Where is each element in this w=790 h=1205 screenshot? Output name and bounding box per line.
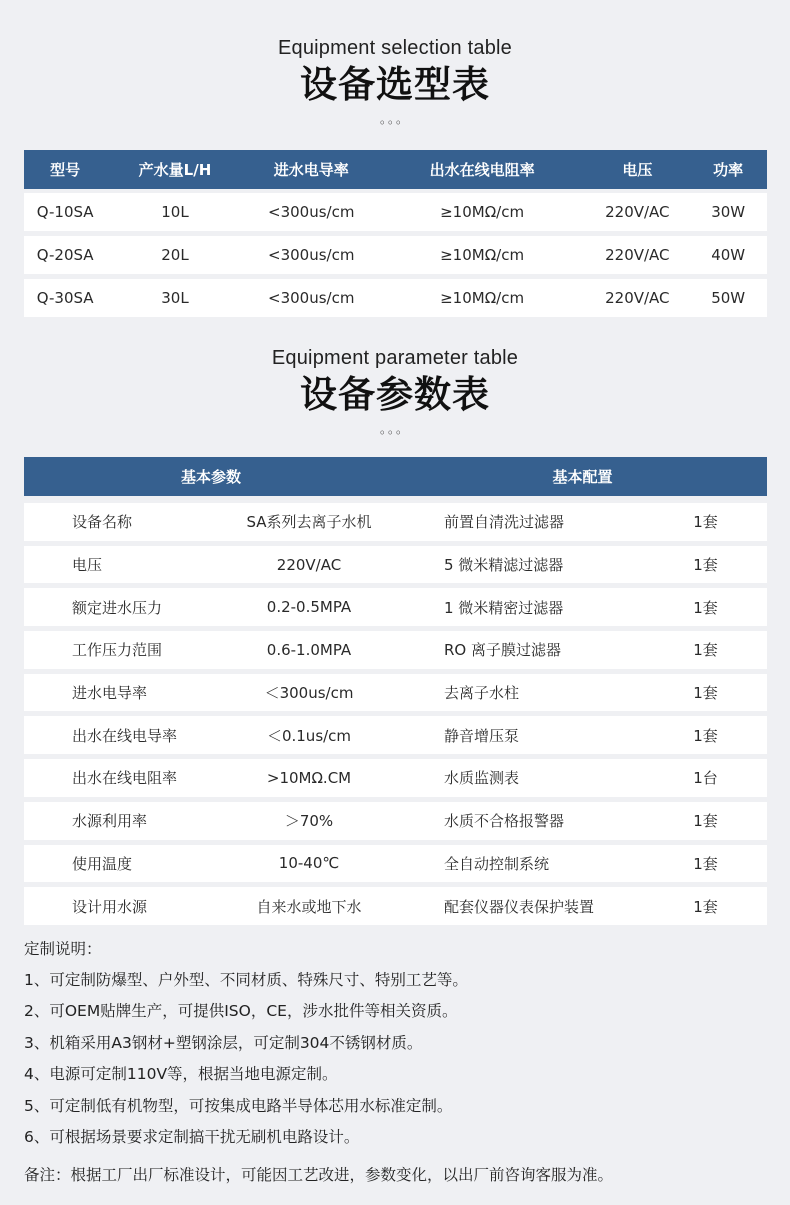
parameter-heading xyxy=(0,346,790,436)
selection-dots: 。。。 xyxy=(379,112,410,126)
selection-title-en: Equipment selection table xyxy=(277,37,513,59)
table-cell: 10-40℃ xyxy=(278,854,340,873)
table-cell: 1套 xyxy=(693,684,718,703)
note-item: 1、可定制防爆型、户外型、不同材质、特殊尺寸、特别工艺等。 xyxy=(24,971,468,989)
table-cell: 10L xyxy=(161,203,189,221)
table-cell: 30W xyxy=(711,203,746,221)
table-cell: 1套 xyxy=(693,556,718,575)
table-cell: ≥10MΩ/cm xyxy=(440,203,525,221)
table-cell: 设备名称 xyxy=(72,513,133,532)
table-cell: ≥10MΩ/cm xyxy=(440,246,525,264)
table-cell: 工作压力范围 xyxy=(72,641,163,660)
table-row xyxy=(24,674,767,712)
selection-table xyxy=(24,150,767,317)
note-item: 5、可定制低有机物型，可按集成电路半导体芯用水标准定制。 xyxy=(24,1096,453,1115)
table-cell: 使用温度 xyxy=(72,854,133,873)
table-row xyxy=(24,759,767,797)
col-header-basic-config: 基本配置 xyxy=(552,468,613,486)
table-cell: 1套 xyxy=(693,726,718,745)
parameter-table-header xyxy=(24,457,767,496)
note-item: 2、可OEM贴牌生产，可提供ISO，CE，涉水批件等相关资质。 xyxy=(24,1002,458,1021)
table-cell: RO 离子膜过滤器 xyxy=(444,641,561,660)
table-cell: 220V/AC xyxy=(605,289,670,307)
table-cell: 水质监测表 xyxy=(444,769,520,788)
table-cell: <300us/cm xyxy=(268,246,355,264)
table-cell: 220V/AC xyxy=(605,203,670,221)
table-cell: 1套 xyxy=(693,897,718,916)
table-cell: 进水电导率 xyxy=(72,684,148,703)
selection-heading xyxy=(0,36,790,126)
table-cell: 电压 xyxy=(72,556,103,575)
table-cell: 1套 xyxy=(693,854,718,873)
table-row xyxy=(24,802,767,840)
table-cell: ＞70% xyxy=(284,812,334,831)
table-cell: 设计用水源 xyxy=(72,897,148,916)
table-row xyxy=(24,887,767,925)
table-cell: <300us/cm xyxy=(268,203,355,221)
table-cell: 1套 xyxy=(693,641,718,660)
table-cell: 去离子水柱 xyxy=(444,684,520,703)
table-cell: 配套仪器仪表保护装置 xyxy=(444,897,595,916)
table-cell: 220V/AC xyxy=(276,555,342,574)
table-cell: 1套 xyxy=(693,812,718,831)
table-cell: Q-20SA xyxy=(36,246,94,264)
customization-notes xyxy=(24,938,774,1157)
table-cell: 出水在线电阻率 xyxy=(72,769,178,788)
selection-title-zh: 设备选型表 xyxy=(300,63,490,106)
notes-title: 定制说明： xyxy=(24,940,102,958)
table-cell: ≥10MΩ/cm xyxy=(440,289,525,307)
table-cell: ＜300us/cm xyxy=(264,684,354,703)
table-cell: 220V/AC xyxy=(605,246,670,264)
table-cell: SA系列去离子水机 xyxy=(246,513,372,532)
table-cell: 额定进水压力 xyxy=(72,598,163,617)
table-cell: 20L xyxy=(161,246,189,264)
table-cell: 前置自清洗过滤器 xyxy=(444,513,565,532)
table-cell: 水源利用率 xyxy=(72,812,148,831)
table-cell: 30L xyxy=(161,289,189,307)
col-header-voltage: 电压 xyxy=(622,161,653,179)
parameter-table xyxy=(24,457,767,925)
table-row xyxy=(24,716,767,754)
col-header-model: 型号 xyxy=(50,161,81,179)
col-header-inlet-conductivity: 进水电导率 xyxy=(273,161,349,179)
col-header-power: 功率 xyxy=(713,161,744,179)
parameter-dots: 。。。 xyxy=(379,422,410,436)
table-row xyxy=(24,588,767,626)
table-cell: 0.6-1.0MPA xyxy=(266,640,352,659)
table-cell: <300us/cm xyxy=(268,289,355,307)
table-row xyxy=(24,236,767,274)
table-cell: Q-10SA xyxy=(36,203,94,221)
table-cell: 水质不合格报警器 xyxy=(444,812,565,831)
parameter-title-en: Equipment parameter table xyxy=(271,347,519,369)
table-cell: Q-30SA xyxy=(36,289,94,307)
table-cell: 1套 xyxy=(693,598,718,617)
table-cell: 1套 xyxy=(693,513,718,532)
table-row xyxy=(24,546,767,584)
col-header-outlet-resistivity: 出水在线电阻率 xyxy=(429,161,535,179)
table-row xyxy=(24,279,767,317)
selection-table-header xyxy=(24,150,767,189)
table-cell: 50W xyxy=(711,289,746,307)
col-header-output: 产水量L/H xyxy=(138,161,212,179)
table-row xyxy=(24,503,767,541)
remark: 备注：根据工厂出厂标准设计，可能因工艺改进，参数变化，以出厂前咨询客服为准。 xyxy=(24,1166,614,1184)
table-cell: 5 微米精滤过滤器 xyxy=(444,556,564,575)
note-item: 4、电源可定制110V等，根据当地电源定制。 xyxy=(24,1065,338,1084)
table-cell: 1 微米精密过滤器 xyxy=(444,598,564,617)
table-cell: 全自动控制系统 xyxy=(444,854,550,873)
parameter-title-zh: 设备参数表 xyxy=(300,373,490,416)
table-cell: ＜0.1us/cm xyxy=(266,726,352,745)
table-cell: 自来水或地下水 xyxy=(256,897,362,916)
table-cell: 1台 xyxy=(693,769,718,788)
table-row xyxy=(24,631,767,669)
col-header-basic-params: 基本参数 xyxy=(180,468,241,486)
table-row xyxy=(24,193,767,231)
note-item: 3、机箱采用A3钢材+塑钢涂层，可定制304不锈钢材质。 xyxy=(24,1033,423,1052)
table-cell: 0.2-0.5MPA xyxy=(266,598,352,617)
table-cell: 40W xyxy=(711,246,746,264)
table-cell: 静音增压泵 xyxy=(444,726,520,745)
table-cell: 出水在线电导率 xyxy=(72,726,178,745)
table-cell: >10MΩ.CM xyxy=(266,768,352,787)
table-row xyxy=(24,845,767,883)
note-item: 6、可根据场景要求定制搞干扰无刷机电路设计。 xyxy=(24,1127,360,1146)
